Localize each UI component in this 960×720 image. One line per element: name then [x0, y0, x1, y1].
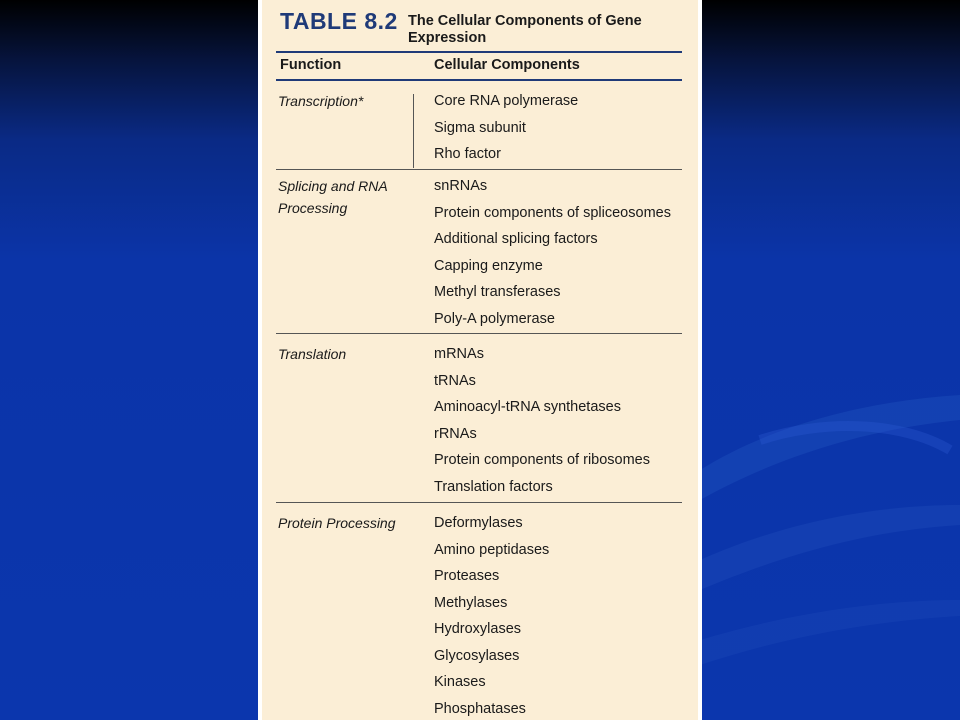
component-list [434, 175, 671, 334]
component-item: rRNAs [434, 425, 477, 442]
column-header-function: Function [280, 57, 342, 73]
component-item: tRNAs [434, 372, 476, 389]
component-item: Capping enzyme [434, 257, 543, 274]
component-item: Core RNA polymerase [434, 93, 579, 109]
component-item: snRNAs [434, 178, 488, 194]
function-label: Protein Processing [278, 515, 396, 531]
column-header-components: Cellular Components [434, 57, 580, 73]
component-item: Kinases [434, 674, 486, 690]
component-item: Poly-A polymerase [434, 310, 555, 327]
component-item: Hydroxylases [434, 621, 522, 637]
row-divider [276, 169, 682, 170]
component-item: Translation factors [434, 478, 553, 495]
component-item: Protein components of ribosomes [434, 452, 650, 468]
table-card [258, 0, 702, 720]
row-divider [276, 502, 682, 503]
component-item: Methyl transferases [434, 284, 561, 300]
component-item: Sigma subunit [434, 119, 526, 136]
component-item: Protein components of spliceosomes [434, 204, 671, 221]
component-item: Deformylases [434, 515, 523, 531]
component-item: Proteases [434, 568, 500, 584]
function-label: Splicing and RNA Processing [278, 178, 388, 216]
function-label: Transcription* [278, 93, 364, 109]
table-title-row [280, 8, 690, 48]
title-divider [276, 51, 682, 53]
component-item: Rho factor [434, 146, 501, 162]
header-divider [276, 79, 682, 81]
component-item: Methylases [434, 594, 508, 611]
component-list [434, 90, 578, 170]
component-item: Additional splicing factors [434, 231, 598, 247]
row-divider [276, 333, 682, 334]
component-item: Phosphatases [434, 700, 526, 717]
component-item: Amino peptidases [434, 541, 550, 558]
function-label: Translation [278, 346, 347, 362]
component-item: Glycosylases [434, 647, 520, 664]
component-list [434, 343, 650, 502]
table-number: TABLE 8.2 [280, 8, 398, 34]
table-title: The Cellular Components of Gene Expression [408, 13, 642, 46]
component-item: Aminoacyl-tRNA synthetases [434, 399, 621, 415]
component-list [434, 512, 549, 720]
column-separator [413, 94, 414, 168]
component-item: mRNAs [434, 346, 484, 362]
